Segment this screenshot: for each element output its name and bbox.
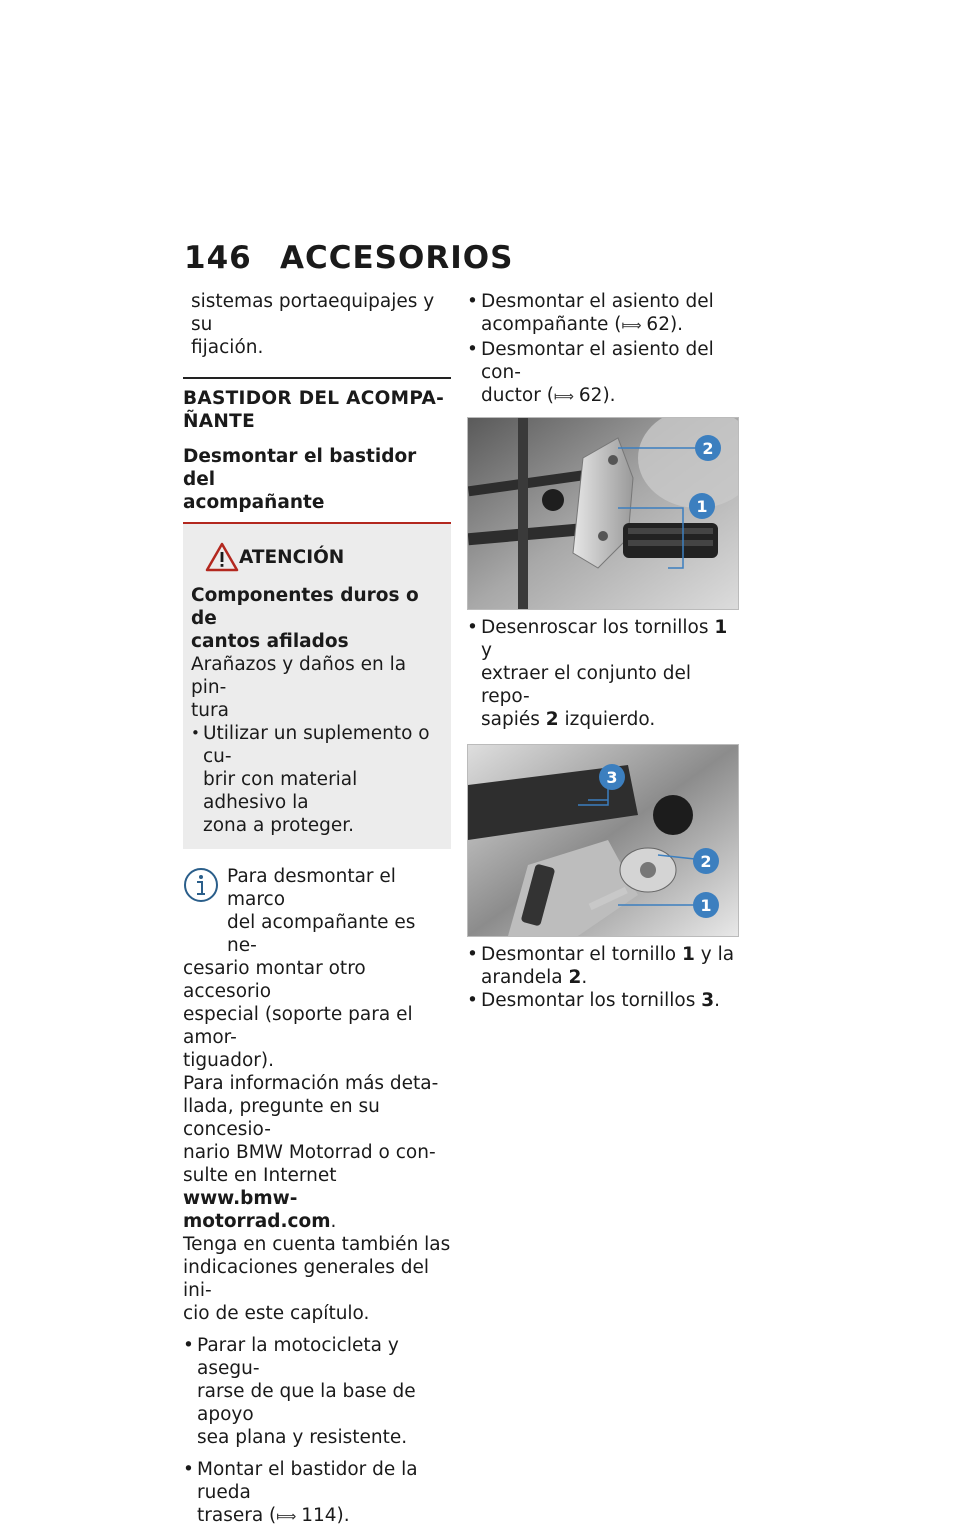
page-title: ACCESORIOS xyxy=(280,240,514,276)
text-line: zona a proteger. xyxy=(203,815,354,836)
text-line xyxy=(481,384,739,409)
text-span: Desmontar el tornillo xyxy=(481,944,683,965)
bullet-icon: • xyxy=(183,1335,194,1356)
bullet-icon: • xyxy=(467,291,478,312)
page-reference[interactable]: 114 xyxy=(301,1505,337,1526)
text-span: y xyxy=(481,640,492,661)
right-column xyxy=(467,290,739,1012)
subsection-title xyxy=(183,445,451,514)
page-ref-arrow-icon: ⟾ xyxy=(553,389,573,405)
intro-text xyxy=(183,290,451,359)
callout-label: 2 xyxy=(700,852,712,871)
subsection-title-line: Desmontar el bastidor del xyxy=(183,446,417,490)
part-number: 2 xyxy=(545,709,559,730)
text-span: ). xyxy=(669,314,684,335)
text-span: ). xyxy=(602,385,616,406)
callout-label: 1 xyxy=(700,896,712,915)
text-line: fijación. xyxy=(191,337,264,358)
text-line: Para información más deta- xyxy=(183,1073,439,1094)
bullet-icon: • xyxy=(467,944,478,965)
text-line: cesario montar otro accesorio xyxy=(183,958,366,1002)
text-span: sapiés xyxy=(481,709,546,730)
text-span: . xyxy=(581,967,588,988)
text-line xyxy=(183,1164,451,1210)
text-line xyxy=(481,313,739,338)
info-icon xyxy=(183,867,219,903)
text-line: Arañazos y daños en la pin- xyxy=(191,654,407,698)
text-line: Desmontar el asiento del con- xyxy=(481,339,714,383)
text-line: cio de este capítulo. xyxy=(183,1303,370,1324)
warning-header xyxy=(191,538,443,578)
page-ref-arrow-icon: ⟾ xyxy=(276,1509,296,1525)
info-note xyxy=(183,865,451,1325)
text-line: llada, pregunte en su concesio- xyxy=(183,1096,380,1140)
bullet-icon: • xyxy=(467,990,478,1011)
callout-label: 2 xyxy=(702,439,714,458)
text-span: arandela xyxy=(481,967,569,988)
bullet-icon: • xyxy=(183,1459,194,1480)
text-line: especial (soporte para el amor- xyxy=(183,1004,413,1048)
text-span: y la xyxy=(694,944,735,965)
text-line: tura xyxy=(191,700,229,721)
text-line: Para desmontar el marco xyxy=(227,866,396,910)
figure-bolt-washer xyxy=(467,744,739,937)
warning-description xyxy=(191,653,443,722)
bullet-icon: • xyxy=(467,617,478,638)
text-line: Parar la motocicleta y asegu- xyxy=(197,1335,399,1379)
step-item xyxy=(467,338,739,409)
text-line xyxy=(481,966,739,989)
part-number: 3 xyxy=(701,990,715,1011)
text-line: cantos afilados xyxy=(191,631,349,652)
step-item xyxy=(467,290,739,338)
page-reference[interactable]: 62 xyxy=(578,385,603,406)
text-line: nario BMW Motorrad o con- xyxy=(183,1142,436,1163)
text-line: rarse de que la base de apoyo xyxy=(197,1381,416,1425)
text-span: acompañante ( xyxy=(481,314,622,335)
text-span: Desenroscar los tornillos xyxy=(481,617,715,638)
page-ref-arrow-icon: ⟾ xyxy=(621,318,641,334)
bullet-icon: • xyxy=(467,339,478,360)
text-line: Montar el bastidor de la rueda xyxy=(197,1459,418,1503)
website-link[interactable]: www.bmw- xyxy=(183,1188,298,1209)
warning-list-item xyxy=(191,722,443,837)
step-item xyxy=(467,989,739,1012)
part-number: 1 xyxy=(714,617,728,638)
text-span: ductor ( xyxy=(481,385,554,406)
warning-box xyxy=(183,524,451,849)
section-divider xyxy=(183,377,451,379)
page-reference[interactable]: 62 xyxy=(646,314,670,335)
text-span: Desmontar los tornillos xyxy=(481,990,702,1011)
section-title xyxy=(183,387,451,433)
step-item xyxy=(467,616,739,731)
text-line: Componentes duros o de xyxy=(191,585,419,629)
left-column xyxy=(183,290,451,1529)
section-title-line: BASTIDOR DEL ACOMPA- xyxy=(183,388,445,409)
bullet-icon: • xyxy=(191,724,200,742)
text-span: izquierdo. xyxy=(558,709,656,730)
website-link[interactable]: motorrad.com xyxy=(183,1211,331,1232)
text-line: Desmontar el asiento del xyxy=(481,291,714,312)
step-item xyxy=(183,1458,451,1529)
text-line: extraer el conjunto del repo- xyxy=(481,663,691,707)
text-line xyxy=(481,708,739,731)
text-line: brir con material adhesivo la xyxy=(203,769,358,813)
warning-heading xyxy=(191,584,443,653)
text-line xyxy=(183,1210,451,1233)
text-line xyxy=(481,989,739,1012)
text-line: sea plana y resistente. xyxy=(197,1427,408,1448)
text-span: . xyxy=(330,1211,337,1232)
text-line: sistemas portaequipajes y su xyxy=(191,291,435,335)
step-item xyxy=(467,943,739,989)
warning-triangle-icon xyxy=(205,542,239,572)
section-title-line: ÑANTE xyxy=(183,411,256,432)
text-span: ). xyxy=(336,1505,350,1526)
step-item xyxy=(183,1334,451,1449)
text-line xyxy=(197,1504,451,1529)
figure-footrest-bracket xyxy=(467,417,739,610)
bolt-photo-illustration xyxy=(468,745,738,936)
text-line: indicaciones generales del ini- xyxy=(183,1257,429,1301)
footrest-photo-illustration xyxy=(468,418,738,609)
text-span: sulte en Internet xyxy=(183,1165,337,1186)
text-line xyxy=(481,616,739,662)
text-line: tiguador). xyxy=(183,1050,274,1071)
text-line: Utilizar un suplemento o cu- xyxy=(203,723,430,767)
callout-label: 1 xyxy=(696,497,708,516)
text-line: Tenga en cuenta también las xyxy=(183,1234,451,1255)
text-line xyxy=(481,943,739,966)
part-number: 2 xyxy=(568,967,582,988)
text-line: del acompañante es ne- xyxy=(227,912,416,956)
subsection-title-line: acompañante xyxy=(183,492,325,513)
text-span: trasera ( xyxy=(197,1505,277,1526)
part-number: 1 xyxy=(682,944,695,965)
callout-label: 3 xyxy=(606,768,618,787)
text-span: . xyxy=(714,990,720,1011)
page-header xyxy=(184,240,514,280)
warning-label: ATENCIÓN xyxy=(239,547,345,568)
page-number: 146 xyxy=(184,240,252,276)
